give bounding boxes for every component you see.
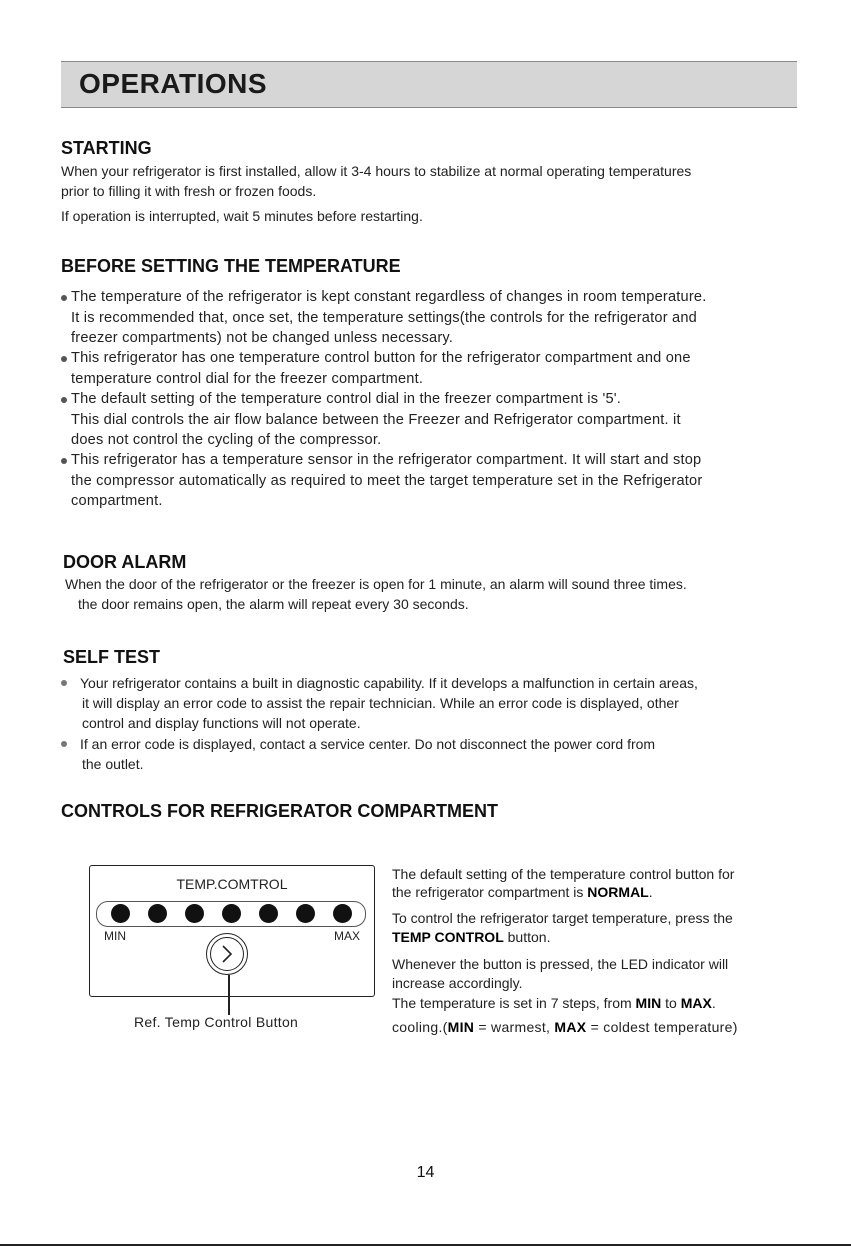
controls-text-line-6: increase accordingly. [392, 975, 523, 991]
led-indicator [185, 904, 204, 923]
before-bullet-4-line-2: the compressor automatically as required to meet the target temperature set in the Refrigerator [71, 472, 703, 489]
door-alarm-line-1: When the door of the refrigerator or the freezer is open for 1 minute, an alarm will sound three times. [65, 576, 687, 592]
starting-para-2: If operation is interrupted, wait 5 minutes before restarting. [61, 208, 423, 224]
before-bullet-1-line-2: It is recommended that, once set, the temperature settings(the controls for the refrigerator and [71, 309, 697, 326]
controls-heading: CONTROLS FOR REFRIGERATOR COMPARTMENT [61, 801, 498, 821]
before-bullet-3-line-2: This dial controls the air flow balance between the Freezer and Refrigerator compartment. it [71, 411, 681, 428]
led-indicator [296, 904, 315, 923]
self-test-heading: SELF TEST [63, 647, 161, 667]
bullet-dot-icon [61, 741, 67, 747]
led-indicator [111, 904, 130, 923]
min-label: MIN [104, 929, 126, 943]
bullet-dot-icon [61, 680, 67, 686]
bottom-rule [0, 1244, 851, 1246]
starting-heading: STARTING [61, 138, 152, 158]
page-number: 14 [416, 1164, 435, 1181]
self-test-bullet-2-line-2: the outlet. [82, 756, 144, 772]
controls-text-line-2: the refrigerator compartment is NORMAL. [392, 884, 653, 900]
before-bullet-2-line-2: temperature control dial for the freezer compartment. [71, 370, 424, 387]
before-bullet-1-line-1: The temperature of the refrigerator is kept constant regardless of changes in room temperature. [71, 289, 707, 305]
before-bullet-3-line-1: The default setting of the temperature control dial in the freezer compartment is '5'. [71, 391, 622, 407]
door-alarm-line-2: the door remains open, the alarm will repeat every 30 seconds. [78, 596, 469, 612]
self-test-bullet-1-line-3: control and display functions will not operate. [82, 715, 361, 731]
chevron-right-icon [217, 943, 237, 965]
led-indicator [222, 904, 241, 923]
temp-control-button [206, 933, 248, 975]
controls-text-line-1: The default setting of the temperature control button for [392, 866, 735, 882]
controls-text-line-3: To control the refrigerator target temperature, press the [392, 910, 733, 926]
controls-text-line-7: The temperature is set in 7 steps, from MIN to MAX. [392, 995, 716, 1011]
door-alarm-heading: DOOR ALARM [63, 552, 187, 572]
led-indicator [259, 904, 278, 923]
panel-title: TEMP.COMTROL [176, 876, 288, 892]
starting-para-1-line-1: When your refrigerator is first installed, allow it 3-4 hours to stabilize at normal operating temperatures [61, 163, 692, 179]
bullet-dot-icon [61, 356, 67, 362]
starting-para-1-line-2: prior to filling it with fresh or frozen foods. [61, 183, 317, 199]
self-test-bullet-2-line-1: If an error code is displayed, contact a service center. Do not disconnect the power cord from [80, 736, 656, 752]
page-title: OPERATIONS [79, 68, 268, 99]
header-bar [61, 61, 797, 108]
before-bullet-4-line-1: This refrigerator has a temperature sensor in the refrigerator compartment. It will start and stop [71, 452, 702, 468]
led-indicator [333, 904, 352, 923]
controls-text-line-5: Whenever the button is pressed, the LED indicator will [392, 956, 729, 972]
before-bullet-3-line-3: does not control the cycling of the compressor. [71, 432, 382, 448]
bullet-dot-icon [61, 295, 67, 301]
self-test-bullet-1-line-2: it will display an error code to assist the repair technician. While an error code is displayed, other [82, 695, 679, 711]
led-indicator-track [96, 901, 366, 927]
bullet-dot-icon [61, 458, 67, 464]
bullet-dot-icon [61, 397, 67, 403]
temp-control-panel-diagram [89, 865, 375, 997]
led-indicator [148, 904, 167, 923]
before-setting-heading: BEFORE SETTING THE TEMPERATURE [61, 256, 401, 276]
max-label: MAX [333, 929, 360, 943]
before-bullet-2-line-1: This refrigerator has one temperature control button for the refrigerator compartment and one [71, 350, 691, 366]
ref-temp-control-caption: Ref. Temp Control Button [134, 1014, 299, 1030]
self-test-bullet-1-line-1: Your refrigerator contains a built in diagnostic capability. If it develops a malfunction in certain areas, [80, 675, 698, 691]
before-bullet-1-line-3: freezer compartments) not be changed unless necessary. [71, 330, 454, 346]
controls-text-line-8: cooling.(MIN = warmest, MAX = coldest temperature) [392, 1019, 738, 1035]
before-bullet-4-line-3: compartment. [71, 493, 163, 509]
controls-text-line-4: TEMP CONTROL button. [392, 929, 551, 945]
leader-line [228, 975, 230, 1015]
